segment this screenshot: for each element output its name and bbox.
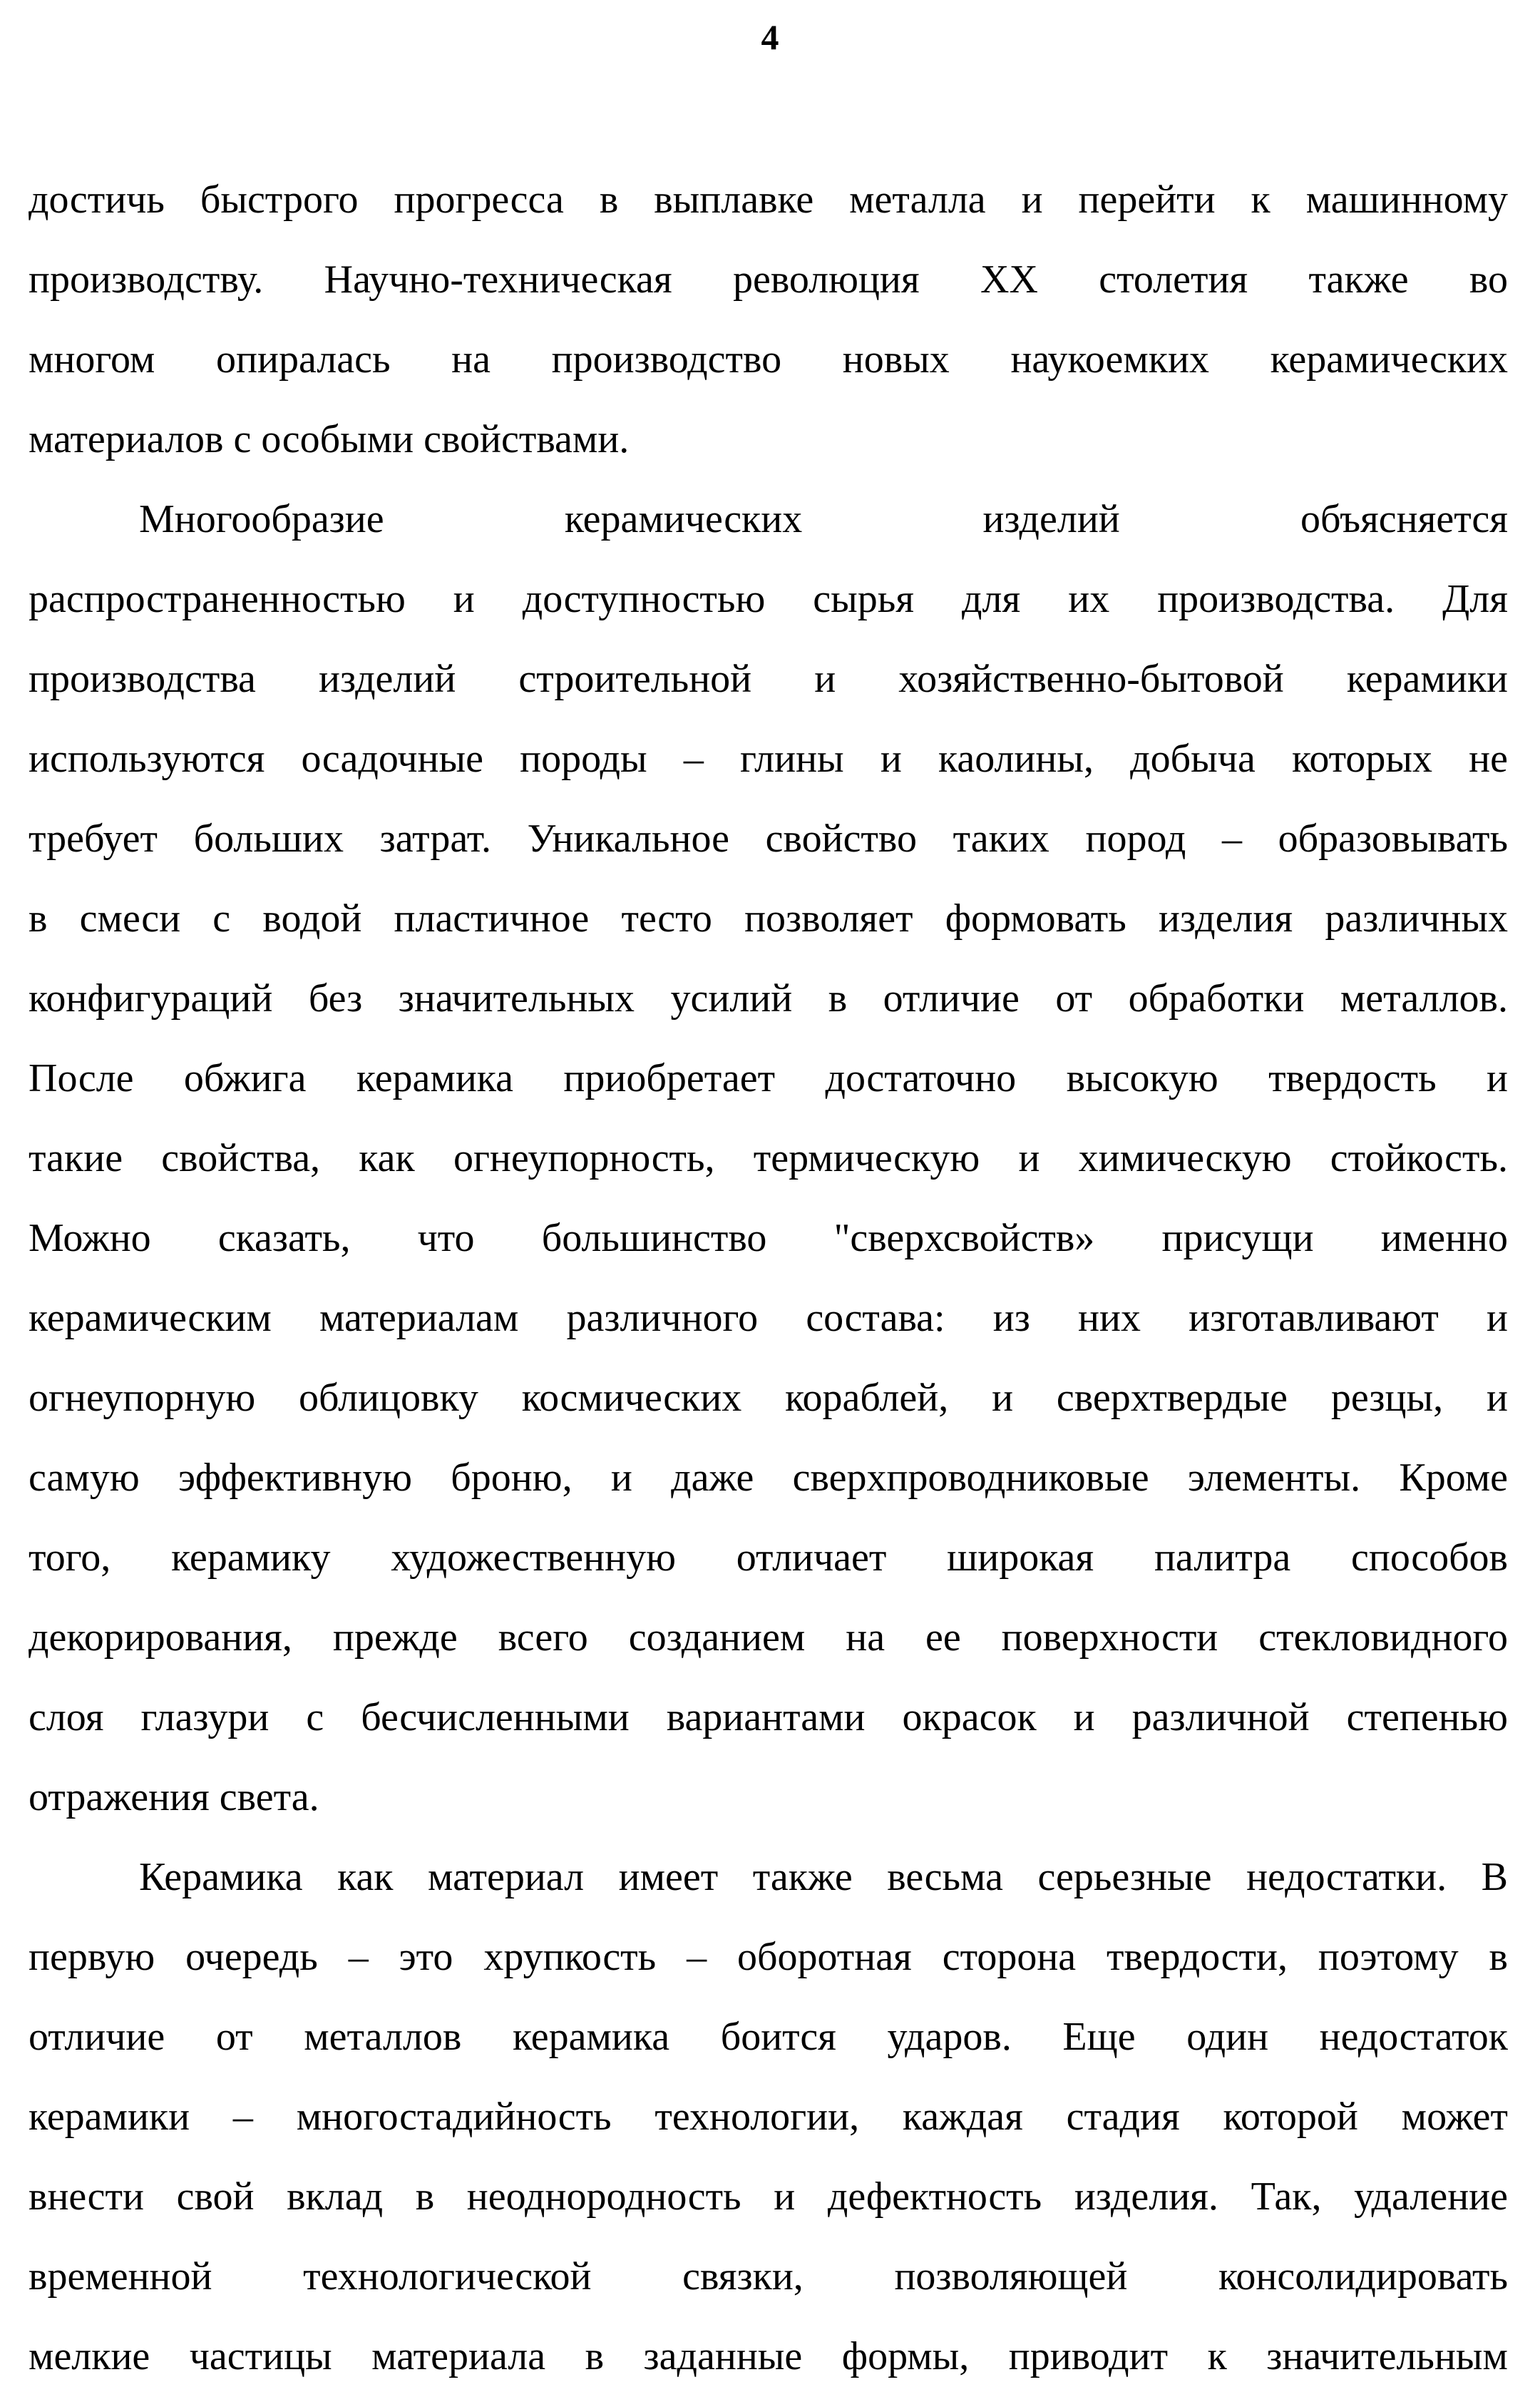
text-line: мелкие частицы материала в заданные формы, приводит к значительным bbox=[29, 2334, 1508, 2378]
text-line: огнеупорную облицовку космических кораблей, и сверхтвердые резцы, и bbox=[29, 1376, 1508, 1420]
text-line: требует больших затрат. Уникальное свойство таких пород – образовывать bbox=[29, 817, 1508, 861]
text-line: После обжига керамика приобретает достаточно высокую твердость и bbox=[29, 1056, 1508, 1100]
text-line: Многообразие керамических изделий объясняется bbox=[139, 497, 1508, 541]
text-line: в смеси с водой пластичное тесто позволяет формовать изделия различных bbox=[29, 896, 1508, 941]
text-line: достичь быстрого прогресса в выплавке металла и перейти к машинному bbox=[29, 178, 1508, 222]
text-line: конфигураций без значительных усилий в отличие от обработки металлов. bbox=[29, 976, 1508, 1021]
text-line: того, керамику художественную отличает широкая палитра способов bbox=[29, 1535, 1508, 1580]
text-line: керамики – многостадийность технологии, каждая стадия которой может bbox=[29, 2095, 1508, 2139]
page-number: 4 bbox=[761, 17, 779, 57]
text-line: производства изделий строительной и хозяйственно-бытовой керамики bbox=[29, 657, 1508, 701]
text-line: материалов с особыми свойствами. bbox=[29, 417, 630, 461]
text-line: первую очередь – это хрупкость – оборотная сторона твердости, поэтому в bbox=[29, 1935, 1508, 1979]
text-line: распространенностью и доступностью сырья для их производства. Для bbox=[29, 577, 1508, 621]
text-line: слоя глазури с бесчисленными вариантами окрасок и различной степенью bbox=[29, 1695, 1508, 1739]
text-line: временной технологической связки, позволяющей консолидировать bbox=[29, 2254, 1508, 2299]
text-line: отличие от металлов керамика боится ударов. Еще один недостаток bbox=[29, 2015, 1508, 2059]
text-line: декорирования, прежде всего созданием на ее поверхности стекловидного bbox=[29, 1615, 1508, 1660]
text-line: отражения света. bbox=[29, 1775, 319, 1819]
text-line: такие свойства, как огнеупорность, термическую и химическую стойкость. bbox=[29, 1136, 1508, 1180]
text-line: используются осадочные породы – глины и каолины, добыча которых не bbox=[29, 737, 1508, 781]
text-line: многом опиралась на производство новых наукоемких керамических bbox=[29, 337, 1508, 382]
text-line: производству. Научно-техническая революция XX столетия также во bbox=[29, 257, 1508, 302]
text-line: Керамика как материал имеет также весьма серьезные недостатки. В bbox=[139, 1855, 1508, 1899]
text-line: Можно сказать, что большинство "сверхсвойств» присущи именно bbox=[29, 1216, 1508, 1260]
text-line: внести свой вклад в неоднородность и дефектность изделия. Так, удаление bbox=[29, 2174, 1508, 2219]
text-line: керамическим материалам различного состава: из них изготавливают и bbox=[29, 1296, 1508, 1340]
text-line: самую эффективную броню, и даже сверхпроводниковые элементы. Кроме bbox=[29, 1456, 1508, 1500]
